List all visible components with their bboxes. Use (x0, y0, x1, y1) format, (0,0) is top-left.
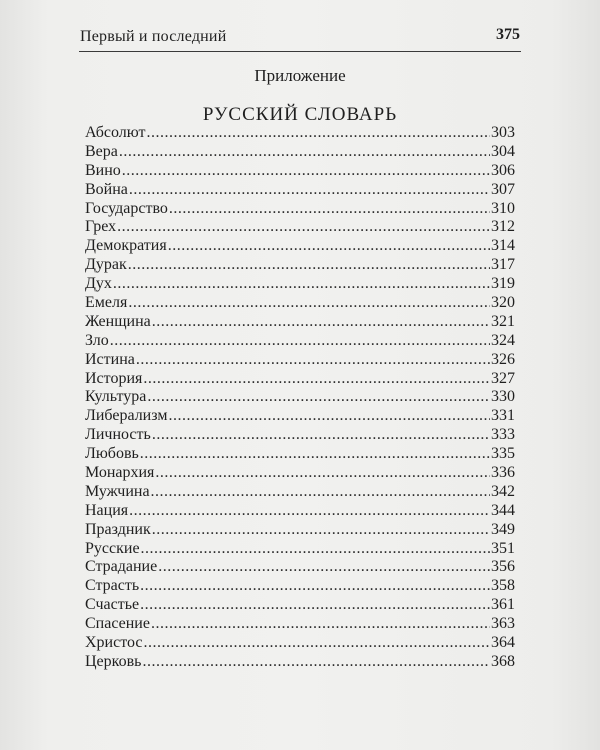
toc-entry-page: 361 (491, 596, 515, 614)
toc-entry-page: 319 (491, 275, 515, 293)
toc-entry-page: 306 (491, 161, 515, 179)
dot-leader (113, 275, 490, 294)
toc-entry-page: 320 (491, 294, 515, 312)
toc-entry (85, 181, 515, 200)
dot-leader (151, 483, 490, 502)
toc-entry (85, 596, 515, 615)
dot-leader (128, 256, 490, 275)
dot-leader (152, 521, 490, 540)
toc-entry-page: 326 (491, 350, 515, 368)
page-number: 375 (496, 26, 520, 43)
toc-entry (85, 558, 515, 577)
toc-entry-label: Личность (85, 426, 151, 444)
toc-entry-label: Либерализм (85, 407, 168, 425)
toc-entry (85, 615, 515, 634)
toc-entry-page: 333 (491, 426, 515, 444)
toc-entry (85, 218, 515, 237)
toc-entry-page: 327 (491, 369, 515, 387)
toc-entry-label: Женщина (85, 312, 151, 330)
toc-entry (85, 143, 515, 162)
dot-leader (129, 502, 490, 521)
toc-entry-label: Емеля (85, 294, 128, 312)
toc-entry-page: 358 (491, 577, 515, 595)
toc-entry-page: 304 (491, 142, 515, 160)
toc-entry-label: Вино (85, 161, 121, 179)
dot-leader (158, 558, 490, 577)
toc-entry-label: Любовь (85, 445, 139, 463)
toc-entry-label: Счастье (85, 596, 140, 614)
toc-entry (85, 407, 515, 426)
toc-entry-label: Спасение (85, 615, 150, 633)
dot-leader (122, 162, 490, 181)
toc-entry-label: Христос (85, 634, 143, 652)
toc-entry-label: Государство (85, 199, 168, 217)
toc-entry (85, 351, 515, 370)
toc-entry-label: Истина (85, 350, 135, 368)
toc-entry-label: Зло (85, 331, 109, 349)
dot-leader (110, 332, 490, 351)
toc-entry-page: 335 (491, 445, 515, 463)
dot-leader (119, 143, 490, 162)
toc-entry-label: Праздник (85, 520, 151, 538)
toc-entry (85, 426, 515, 445)
toc-entry-page: 363 (491, 615, 515, 633)
toc-entry-page: 368 (491, 652, 515, 670)
toc-entry-label: Демократия (85, 237, 167, 255)
toc-entry (85, 256, 515, 275)
dot-leader (129, 181, 490, 200)
dot-leader (152, 313, 490, 332)
toc-entry-page: 342 (491, 482, 515, 500)
dot-leader (140, 596, 490, 615)
dot-leader (142, 653, 490, 672)
toc-entry (85, 521, 515, 540)
toc-entry-page: 310 (491, 199, 515, 217)
dot-leader (144, 634, 491, 653)
toc-entry-label: Культура (85, 388, 147, 406)
toc-entry (85, 200, 515, 219)
toc-entry-label: Нация (85, 501, 129, 519)
toc-entry-page: 307 (491, 180, 515, 198)
dot-leader (169, 200, 490, 219)
toc-entry-page: 344 (491, 501, 515, 519)
toc-entry (85, 313, 515, 332)
toc-entry-page: 331 (491, 407, 515, 425)
toc-entry (85, 237, 515, 256)
dot-leader (140, 445, 490, 464)
dictionary-title: РУССКИЙ СЛОВАРЬ (202, 104, 398, 125)
toc-entry (85, 464, 515, 483)
toc-entry-page: 351 (491, 539, 515, 557)
toc-entry (85, 483, 515, 502)
dot-leader (147, 124, 491, 143)
toc-entry-page: 314 (491, 237, 515, 255)
toc-entry (85, 540, 515, 559)
toc-entry-page: 312 (491, 218, 515, 236)
dot-leader (168, 237, 490, 256)
toc-entry-page: 356 (491, 558, 515, 576)
toc-entry (85, 275, 515, 294)
dot-leader (117, 218, 490, 237)
running-title: Первый и последний (80, 28, 227, 45)
dot-leader (151, 615, 490, 634)
toc-entry (85, 577, 515, 596)
toc-entry-page: 330 (491, 388, 515, 406)
toc-entry (85, 502, 515, 521)
dot-leader (147, 388, 490, 407)
toc-entry-label: Русские (85, 539, 140, 557)
toc-entry-label: Абсолют (85, 124, 146, 141)
toc-entry (85, 332, 515, 351)
dot-leader (152, 426, 490, 445)
toc-entry (85, 294, 515, 313)
dot-leader (168, 407, 490, 426)
dot-leader (140, 577, 490, 596)
toc-entry-page: 303 (491, 124, 515, 141)
toc-entry-label: История (85, 369, 143, 387)
toc-entry (85, 370, 515, 389)
section-title: Приложение (254, 66, 346, 85)
toc-entry (85, 634, 515, 653)
toc-entry (85, 124, 515, 143)
toc-entry (85, 388, 515, 407)
toc-entry-label: Дух (85, 275, 112, 293)
toc-entry-label: Мужчина (85, 482, 150, 500)
toc-entry (85, 445, 515, 464)
toc-entry-label: Вера (85, 142, 118, 160)
toc-entry-page: 317 (491, 256, 515, 274)
dot-leader (136, 351, 490, 370)
toc-entry-page: 336 (491, 464, 515, 482)
toc-entry-label: Грех (85, 218, 117, 236)
toc-entry-page: 321 (491, 312, 515, 330)
toc-entry-page: 349 (491, 520, 515, 538)
toc-entry-label: Война (85, 180, 128, 198)
header-rule (79, 51, 521, 52)
toc-entry-label: Страдание (85, 558, 158, 576)
dot-leader (143, 370, 490, 389)
toc-entry-label: Церковь (85, 652, 142, 670)
toc-entry (85, 162, 515, 181)
dot-leader (141, 540, 490, 559)
toc-entry-page: 324 (491, 331, 515, 349)
dot-leader (128, 294, 490, 313)
page-header (80, 20, 520, 50)
toc-entry-label: Дурак (85, 256, 127, 274)
toc-entry (85, 653, 515, 672)
toc-entry-label: Страсть (85, 577, 140, 595)
dot-leader (155, 464, 490, 483)
toc-entry-label: Монархия (85, 464, 155, 482)
toc-entry-page: 364 (491, 634, 515, 652)
table-of-contents (85, 124, 515, 672)
